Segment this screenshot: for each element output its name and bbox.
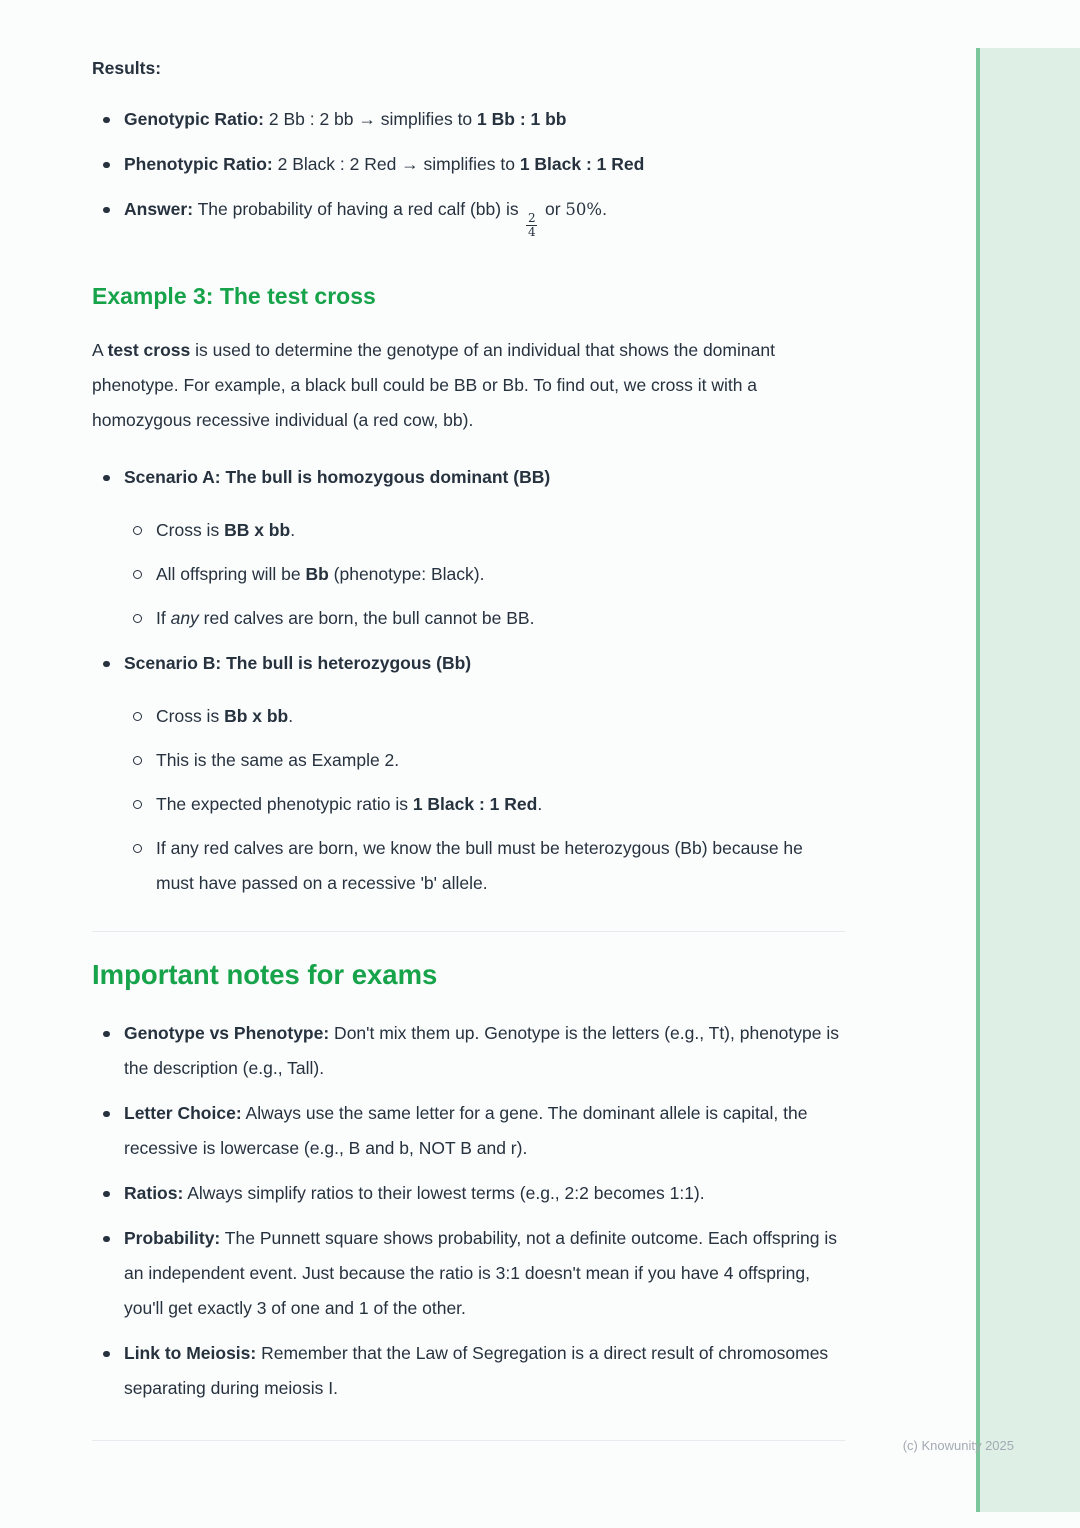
list-item [92, 1221, 845, 1326]
divider [92, 931, 845, 932]
list-item [124, 557, 845, 592]
scenario-b-title: Scenario B: The bull is heterozygous (Bb) [124, 653, 472, 673]
list-item [92, 147, 845, 182]
list-item-text: Answer: The probability of having a red calf (bb) is $\frac{2}{4}$ or 50%. [124, 199, 607, 239]
list-item [92, 192, 845, 239]
list-item-text: All offspring will be Bb (phenotype: Black). [156, 564, 485, 584]
list-item-text: The expected phenotypic ratio is 1 Black : 1 Red. [156, 794, 543, 814]
scenario-a-title: Scenario A: The bull is homozygous dominant (BB) [124, 467, 551, 487]
list-item-scenario-a [92, 460, 845, 636]
list-item [124, 513, 845, 548]
scenario-list [92, 460, 845, 901]
side-panel [976, 48, 1080, 1512]
list-item-text: Link to Meiosis: Remember that the Law of Segregation is a direct result of chromosomes separating during meiosis I. [124, 1343, 829, 1398]
list-item-text: Genotype vs Phenotype: Don't mix them up. Genotype is the letters (e.g., Tt), phenotype is the description (e.g., Tall). [124, 1023, 839, 1078]
list-item-text: Genotypic Ratio: 2 Bb : 2 bb → simplifies to 1 Bb : 1 bb [124, 109, 567, 129]
scenario-a-points [124, 513, 845, 636]
list-item-text: If any red calves are born, we know the bull must be heterozygous (Bb) because he must have passed on a recessive 'b' allele. [156, 838, 803, 893]
list-item-text: Letter Choice: Always use the same letter for a gene. The dominant allele is capital, the recessive is lowercase (e.g., B and b, NOT B and r). [124, 1103, 808, 1158]
results-heading: Results: [92, 58, 162, 78]
document-content [92, 0, 845, 1441]
list-item-text: If any red calves are born, the bull cannot be BB. [156, 608, 535, 628]
scenario-b-points [124, 699, 845, 901]
list-item [92, 102, 845, 137]
results-list [92, 102, 845, 239]
list-item-text: This is the same as Example 2. [156, 750, 400, 770]
list-item [124, 787, 845, 822]
list-item [124, 699, 845, 734]
divider [92, 1440, 845, 1441]
copyright-watermark: (c) Knowunity 2025 [902, 1438, 1014, 1453]
list-item [124, 831, 845, 901]
list-item-text: Phenotypic Ratio: 2 Black : 2 Red → simplifies to 1 Black : 1 Red [124, 154, 645, 174]
list-item [92, 1096, 845, 1166]
list-item-text: Probability: The Punnett square shows probability, not a definite outcome. Each offspring is an independent event. Just because the ratio is 3:1 doesn't mean if you have 4 offspring, you'll get exactly 3 of one and 1 of the other. [124, 1228, 838, 1318]
list-item [92, 1016, 845, 1086]
list-item [124, 743, 845, 778]
list-item-scenario-b [92, 646, 845, 901]
list-item-text: Ratios: Always simplify ratios to their lowest terms (e.g., 2:2 becomes 1:1). [124, 1183, 705, 1203]
list-item [92, 1336, 845, 1406]
list-item [92, 1176, 845, 1211]
notes-list [92, 1016, 845, 1406]
example3-heading: Example 3: The test cross [92, 283, 376, 309]
example3-intro: A test cross is used to determine the genotype of an individual that shows the dominant phenotype. For example, a black bull could be BB or Bb. To find out, we cross it with a homozygous recessive individual (a red cow, bb). [92, 340, 775, 430]
important-notes-heading: Important notes for exams [92, 959, 438, 990]
list-item [124, 601, 845, 636]
list-item-text: Cross is BB x bb. [156, 520, 296, 540]
list-item-text: Cross is Bb x bb. [156, 706, 294, 726]
